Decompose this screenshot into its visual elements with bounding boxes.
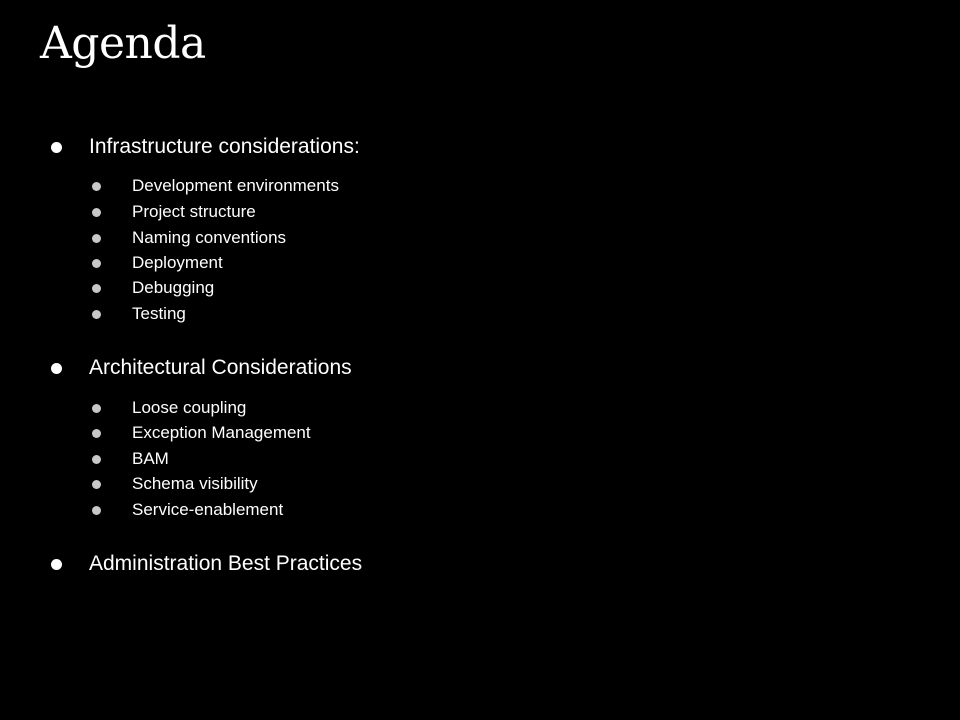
section-heading-infrastructure — [51, 132, 360, 162]
list-item — [92, 227, 286, 249]
list-item-label: Loose coupling — [132, 398, 247, 417]
bullet-icon — [51, 142, 62, 153]
list-item — [92, 175, 339, 197]
section-heading-label: Infrastructure considerations: — [89, 135, 360, 158]
list-item-label: Development environments — [132, 176, 339, 195]
bullet-icon — [51, 559, 62, 570]
section-heading-label: Administration Best Practices — [89, 552, 363, 575]
list-item-label: Schema visibility — [132, 474, 258, 493]
bullet-icon — [92, 182, 101, 191]
list-item — [92, 252, 223, 274]
list-item-label: Debugging — [132, 278, 215, 297]
section-heading-architectural — [51, 353, 352, 383]
list-item — [92, 277, 214, 299]
bullet-icon — [92, 208, 101, 217]
bullet-icon — [92, 404, 101, 413]
list-item — [92, 499, 283, 521]
bullet-icon — [92, 455, 101, 464]
slide-title: Agenda — [40, 18, 206, 69]
bullet-icon — [92, 429, 101, 438]
list-item — [92, 422, 311, 444]
bullet-icon — [92, 284, 101, 293]
list-item-label: Testing — [132, 304, 186, 323]
bullet-icon — [92, 480, 101, 489]
bullet-icon — [92, 506, 101, 515]
list-item — [92, 303, 186, 325]
bullet-icon — [51, 363, 62, 374]
list-item — [92, 448, 169, 470]
bullet-icon — [92, 259, 101, 268]
list-item-label: Project structure — [132, 202, 256, 221]
list-item — [92, 397, 246, 419]
section-heading-label: Architectural Considerations — [89, 356, 352, 379]
list-item-label: Exception Management — [132, 423, 311, 442]
bullet-icon — [92, 234, 101, 243]
list-item — [92, 473, 258, 495]
bullet-icon — [92, 310, 101, 319]
section-heading-administration — [51, 549, 362, 579]
list-item — [92, 201, 256, 223]
list-item-label: BAM — [132, 449, 169, 468]
list-item-label: Service-enablement — [132, 500, 284, 519]
list-item-label: Deployment — [132, 253, 223, 272]
list-item-label: Naming conventions — [132, 228, 287, 247]
